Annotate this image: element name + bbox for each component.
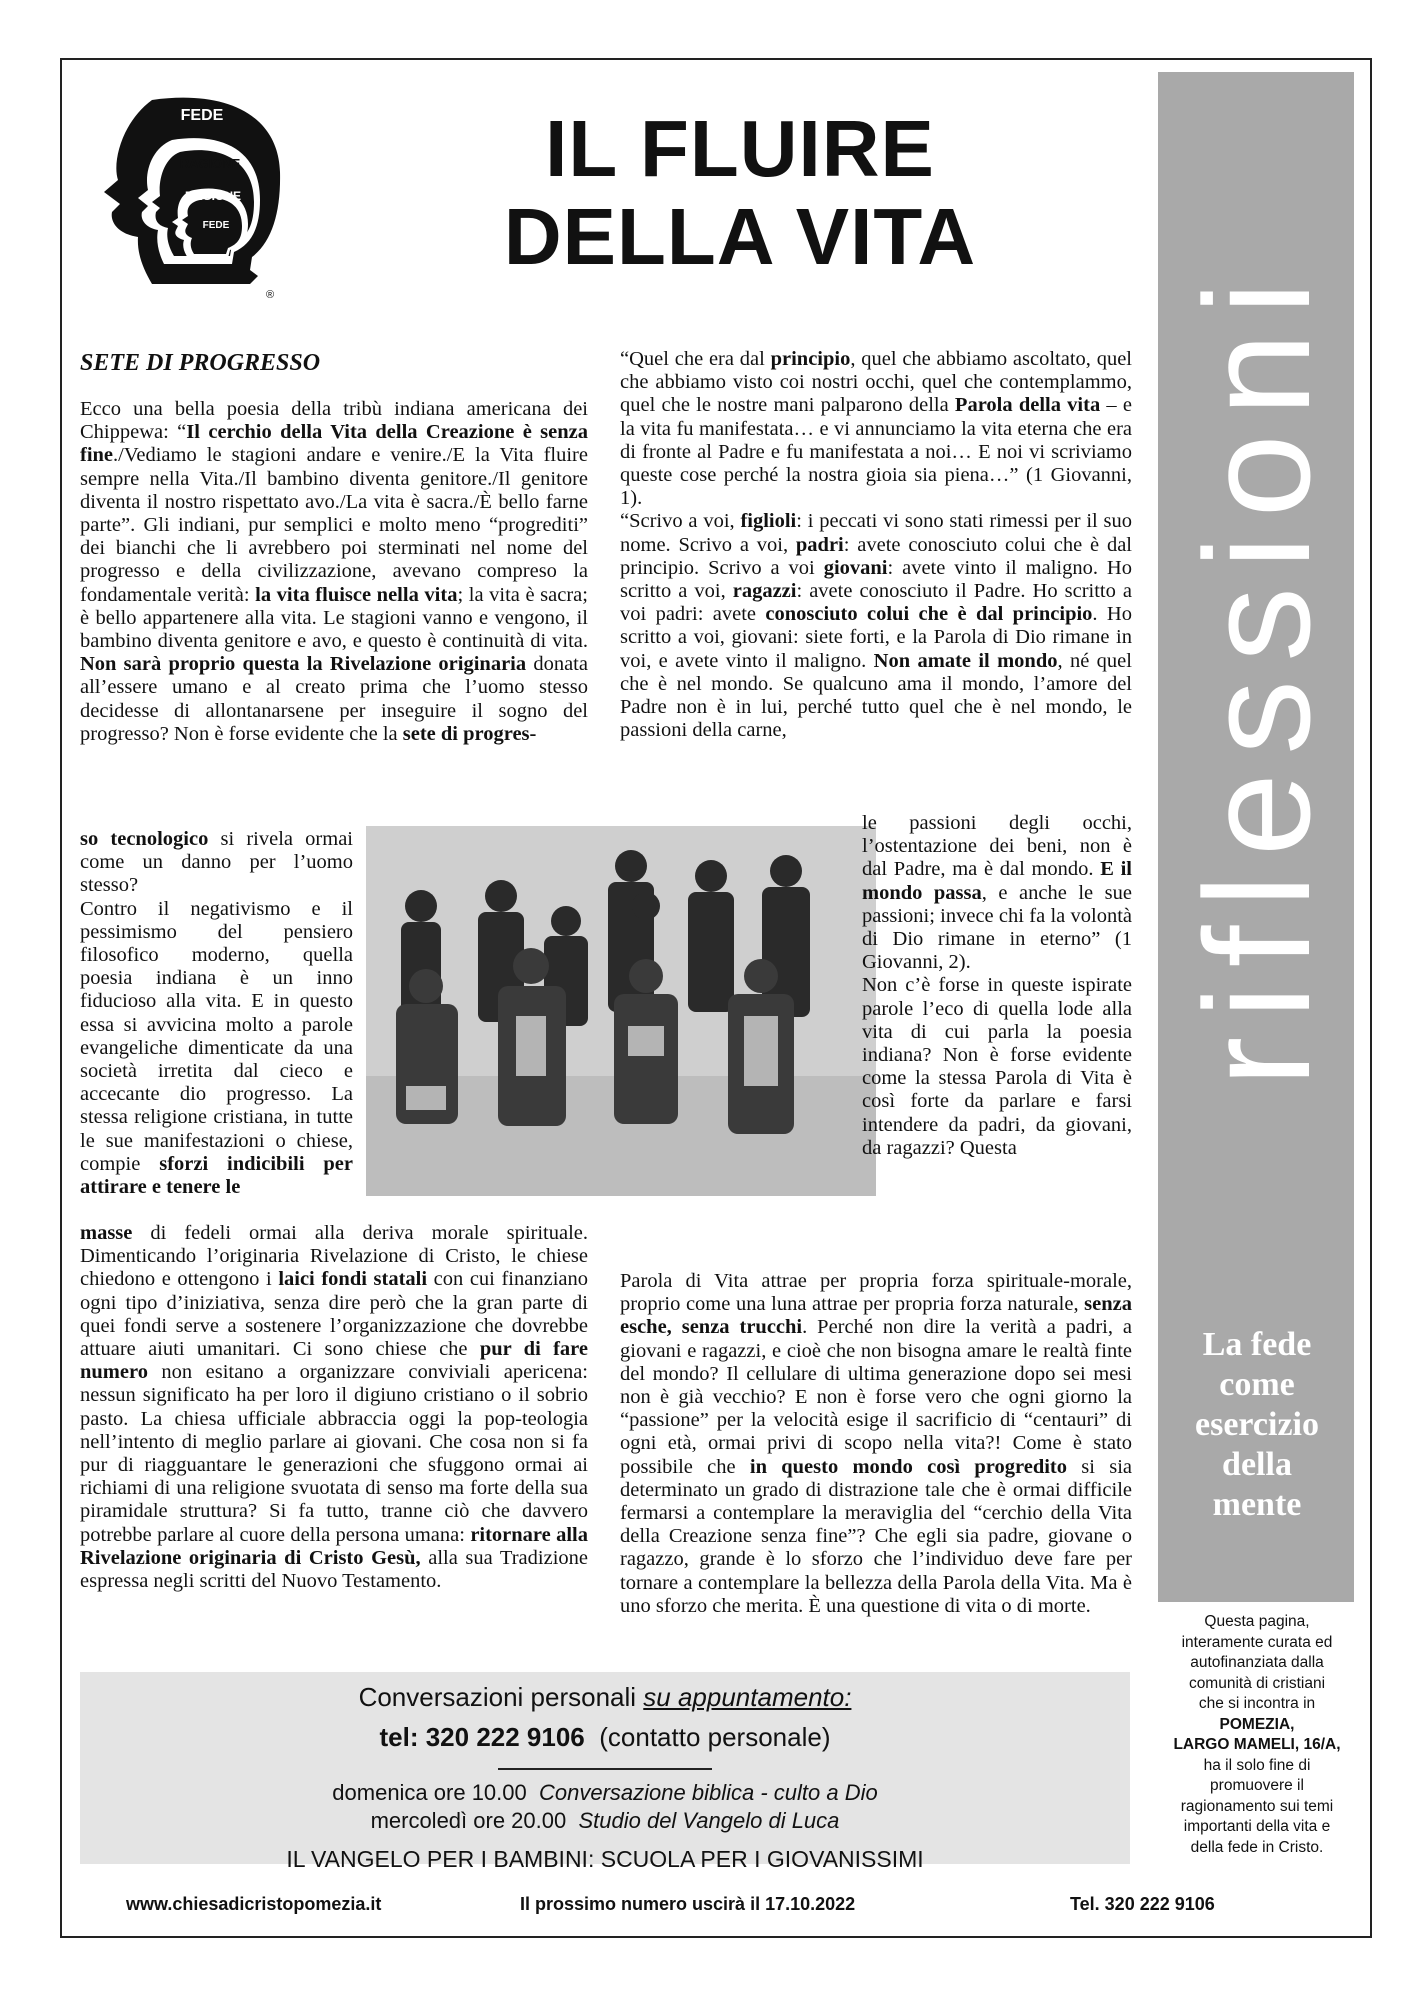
schedule-wednesday: mercoledì ore 20.00 Studio del Vangelo di Luca — [370, 1808, 840, 1833]
historical-group-photo — [366, 826, 876, 1196]
footer-next-issue: Il prossimo numero uscirà il 17.10.2022 — [520, 1894, 856, 1914]
logo-word-ragione: RAGIONE — [179, 156, 241, 171]
article-col1-middle: so tecnologico si rivela ormai come un danno per l’uomo stesso? Contro il negativismo e il pessimismo del pensiero filosofico moderno, quella poesia indiana è un inno fiducioso alla vita. E in questo essa si avvicina molto a parole evangeliche dimenticate da una società irretita dal cieco e accecante dio progresso. La stessa religione cristiana, in tutte le sue manifestazioni o chiese, compie sforzi indicibili per attirare e tenere le — [80, 828, 353, 1199]
registered-mark: ® — [265, 289, 275, 301]
motto-line: mente — [1212, 1486, 1302, 1523]
motto-line: come — [1219, 1366, 1295, 1403]
title-line-2: DELLA VITA — [503, 192, 977, 281]
kids-school: IL VANGELO PER I BAMBINI: SCUOLA PER I GIOVANISSIMI — [286, 1846, 924, 1872]
title-line-1: IL FLUIRE — [545, 104, 935, 193]
contact-phone: tel: 320 222 9106 (contatto personale) — [379, 1722, 831, 1752]
motto-line: La fede — [1202, 1326, 1312, 1363]
note-line: autofinanziata dalla — [1190, 1654, 1324, 1671]
article-col2-middle: le passioni degli occhi, l’ostentazione dei beni, non è dal Padre, ma è dal mondo. E il mondo passa, e anche le sue passioni; invece chi fa la volontà di Dio rimane in eterno” (1 Giovanni, 2). Non c’è forse in queste ispirate parole l’eco di quella lode alla vita di cui parla la poesia indiana? Non è forse evidente come la stessa Parola di Vita è così forte da parlare e farsi intendere da padri, da giovani, da ragazzi? Questa — [862, 812, 1132, 1159]
page-title — [420, 105, 1060, 281]
contact-appointment: Conversazioni personali su appuntamento: — [358, 1682, 852, 1712]
logo-word-ragione-2: RAGIONE — [184, 189, 242, 203]
motto-line: esercizio — [1195, 1406, 1319, 1443]
note-line: della fede in Cristo. — [1190, 1838, 1324, 1856]
note-line: importanti della vita e — [1183, 1818, 1331, 1835]
note-address: LARGO MAMELI, 16/A, — [1173, 1736, 1341, 1753]
note-line: Questa pagina, — [1204, 1613, 1310, 1630]
sidebar-note — [1148, 1612, 1366, 1858]
note-line: ha il solo fine di — [1203, 1756, 1311, 1774]
sidebar-motto — [1160, 1325, 1354, 1525]
fede-ragione-logo — [82, 92, 282, 302]
sidebar-word — [1160, 100, 1354, 1250]
schedule-sunday: domenica ore 10.00 Conversazione biblica - culto a Dio — [332, 1780, 878, 1805]
logo-word-fede: FEDE — [180, 107, 224, 124]
article-col1-bottom: masse di fedeli ormai alla deriva morale spirituale. Dimenticando l’originaria Rivelazione di Cristo, le chiese chiedono e ottengono i laici fondi statali con cui finanziano ogni tipo d’iniziativa, senza dire però che la gran parte di quei fondi serve a sostenere l’organizzazione che dovrebbe attuare aiuti umanitari. Ci sono chiese che pur di fare numero non esitano a organizzare conviviali apericena: nessun significato ha per loro il digiuno cristiano o il sobrio pasto. La chiesa ufficiale abbraccia oggi la pop-teologia nell’intento di meglio parlare ai giovani. Che cosa non si fa pur di riagguantare le generazioni che sfuggono ormai ai richiami di una religione svuotata di senso ma forte della sua piramidale struttura? Si fa tutto, tranne ciò che davvero potrebbe parlare al cuore della persona umana: ritornare alla Rivelazione originaria di Cristo Gesù, alla sua Tradizione espressa negli scritti del Nuovo Testamento. — [80, 1222, 588, 1593]
article-col1-top: Ecco una bella poesia della tribù indiana americana dei Chippewa: “Il cerchio della Vita della Creazione è senza fine./Vediamo le stagioni andare e venire./E la Vita fluire sempre nella Vita./Il bambino diventa genitore./Il genitore diventa il nostro rispettato avo./La vita è sacra./È bello farne parte”. Gli indiani, pur semplici e molto meno “progrediti” dei bianchi che li avrebbero poi sterminati nel nome del progresso e della civilizzazione, avevano compreso la fondamentale verità: la vita fluisce nella vita; la vita è sacra; è bello appartenere alla vita. Le stagioni vanno e vengono, il bambino diventa genitore e avo, e questo è continuità di vita. Non sarà proprio questa la Rivelazione originaria donata all’essere umano e al creato prima che l’uomo stesso decidesse di allontanarsene per inseguire il sogno del progresso? Non è forse evidente che la sete di progres- — [80, 398, 589, 745]
article-col2-bottom: Parola di Vita attrae per propria forza spirituale-morale, proprio come una luna attrae per propria forza naturale, senza esche, senza trucchi. Perché non dire la verità a padri, a giovani e ragazzi, e cioè che non bisogna amare le realtà finte del mondo? Il cellulare di ultima generazione dopo sei mesi non è già vecchio? E non è forse vero che ogni giorno la “passione” per la velocità esige il sacrificio di “centauri” di ogni età, ormai privi di scopo nella vita?! Come è stato possibile che in questo mondo così progredito si sia determinato un grado di distrazione tale che è ormai difficile fermarsi a contemplare la meraviglia del “cerchio della Vita della Creazione senza fine”? Che egli sia padre, giovane o ragazzo, grande è lo sforzo che l’individuo deve fare per tornare a contemplare la bellezza della Parola della Vita. Ma è uno sforzo che merita. È una questione di vita o di morte. — [620, 1270, 1132, 1617]
footer-phone: Tel. 320 222 9106 — [1070, 1894, 1215, 1914]
sidebar-word-text: riflessioni — [1173, 263, 1341, 1087]
note-line: interamente curata ed — [1181, 1633, 1333, 1651]
article-col2-top: “Quel che era dal principio, quel che abbiamo ascoltato, quel che abbiamo visto coi nostri occhi, quel che contemplammo, quel che le nostre mani palparono della Parola della vita – e la vita fu manifestata… e vi annunciamo la vita eterna che era di fronte al Padre e fu manifestata a noi… E noi vi scriviamo queste cose perché la nostra gioia sia piena…” (1 Giovanni, 1). “Scrivo a voi, figlioli: i peccati vi sono stati rimessi per il suo nome. Scrivo a voi, padri: avete conosciuto colui che è dal principio. Scrivo a voi giovani: avete vinto il maligno. Ho scritto a voi, ragazzi: avete conosciuto il Padre. Ho scritto a voi padri: avete conosciuto colui che è dal principio. Ho scritto a voi, giovani: siete forti, e la Parola di Dio rimane in voi, e avete vinto il maligno. Non amate il mondo, né quel che è nel mondo. Se qualcuno ama il mondo, l’amore del Padre non è in lui, perché tutto quel che è nel mondo, le passioni della carne, — [620, 348, 1132, 742]
note-place: POMEZIA, — [1219, 1715, 1295, 1733]
photo-illustration — [366, 826, 876, 1196]
footer-website[interactable]: www.chiesadicristopomezia.it — [126, 1894, 382, 1914]
note-line: comunità di cristiani — [1188, 1674, 1326, 1692]
note-line: che si incontra in — [1198, 1695, 1316, 1712]
motto-line: della — [1222, 1446, 1292, 1483]
article-heading: SETE DI PROGRESSO — [80, 350, 321, 376]
contact-box — [80, 1672, 1130, 1872]
note-line: promuovere il — [1210, 1777, 1304, 1794]
contact-divider — [498, 1768, 712, 1770]
logo-word-fede-2: FEDE — [202, 220, 230, 231]
note-line: ragionamento sui temi — [1180, 1797, 1334, 1815]
